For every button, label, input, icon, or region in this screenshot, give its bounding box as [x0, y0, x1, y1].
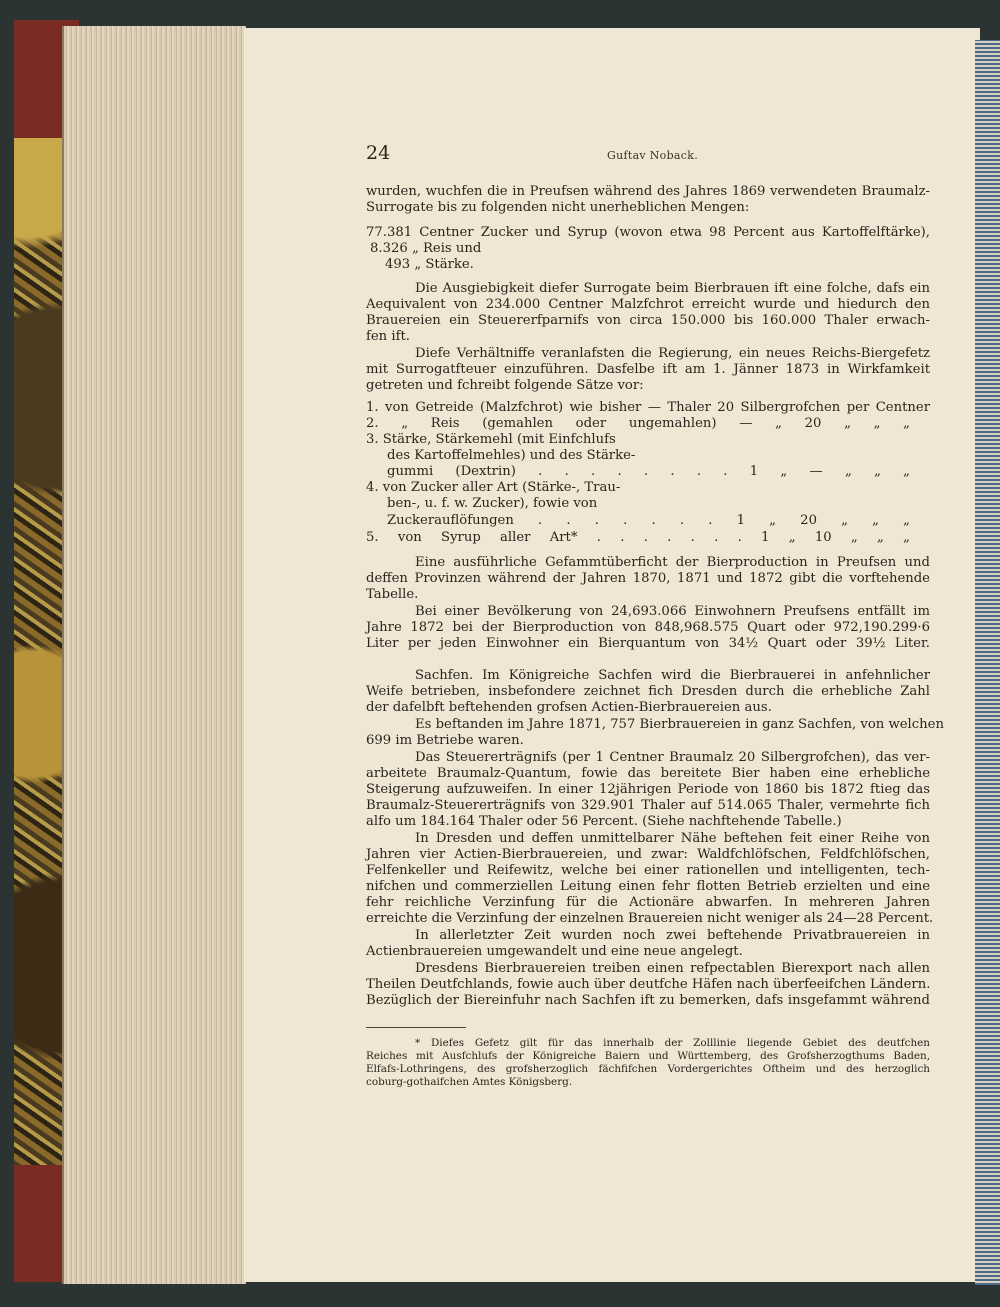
footnote-line: coburg-gothaifchen Amtes Königsberg. — [366, 1076, 573, 1088]
page-number: 24 — [366, 142, 391, 164]
body-line: arbeitete Braumalz-Quantum, fowie das bereitete Bier haben eine erhebliche — [366, 766, 930, 781]
body-line: der dafelbft beftehenden grofsen Actien-Bierbrauereien aus. — [366, 700, 772, 715]
body-line: Sachfen. Im Königreiche Sachfen wird die Bierbrauerei in anfehnlicher — [415, 668, 930, 683]
footnote-line: Reiches mit Ausfchlufs der Königreiche Baiern und Württemberg, des Grofsherzogthums Baden, — [366, 1050, 930, 1062]
body-line: nifchen und commerziellen Leitung einen fehr flotten Betrieb erzielten und eine — [366, 879, 930, 894]
body-line: getreten und fchreibt folgende Sätze vor: — [366, 378, 644, 393]
body-line: In Dresden und deffen unmittelbarer Nähe beftehen feit einer Reihe von — [415, 831, 930, 846]
tax-rate-line: Zuckerauflöfungen . . . . . . . 1 „ 20 „ „ „ — [387, 513, 910, 528]
body-line: Das Steuererträgnifs (per 1 Centner Braumalz 20 Silbergrofchen), das ver- — [415, 750, 930, 765]
body-line: Surrogate bis zu folgenden nicht unerheblichen Mengen: — [366, 200, 750, 215]
body-line: Dresdens Bierbrauereien treiben einen refpectablen Bierexport nach allen — [415, 961, 930, 976]
body-line: Jahren vier Actien-Bierbrauereien, und zwar: Waldfchlöfschen, Feldfchlöfschen, — [366, 847, 930, 862]
body-line: erreichte die Verzinfung der einzelnen Brauereien nicht weniger als 24—28 Percent. — [366, 911, 934, 926]
body-line: Diefe Verhältniffe veranlafsten die Regierung, ein neues Reichs-Biergefetz — [415, 346, 930, 361]
body-line: Braumalz-Steuererträgnifs von 329.901 Thaler auf 514.065 Thaler, vermehrte fich — [366, 798, 930, 813]
tax-rate-line: 4. von Zucker aller Art (Stärke-, Trau- — [366, 480, 621, 495]
body-line: Eine ausführliche Gefammtüberficht der Bierproduction in Preufsen und — [415, 555, 930, 570]
right-page-edge — [975, 40, 1000, 1285]
tax-rate-line: des Kartoffelmehles) und des Stärke- — [387, 448, 636, 463]
body-line: 493 „ Stärke. — [385, 257, 474, 272]
body-line: Liter per jeden Einwohner ein Bierquantum von 34½ Quart oder 39½ Liter. — [366, 636, 930, 651]
tax-rate-line: gummi (Dextrin) . . . . . . . . 1 „ — „ „ „ — [387, 464, 910, 479]
body-line: Weife betrieben, insbefondere zeichnet fich Dresden durch die erhebliche Zahl — [366, 684, 930, 699]
body-line: Bezüglich der Biereinfuhr nach Sachfen ift zu bemerken, dafs insgefammt während — [366, 993, 930, 1008]
body-line: Die Ausgiebigkeit diefer Surrogate beim Bierbrauen ift eine folche, dafs ein — [415, 281, 930, 296]
body-line: wurden, wuchfen die in Preufsen während des Jahres 1869 verwendeten Braumalz- — [366, 184, 930, 199]
body-line: fehr reichliche Verzinfung für die Actionäre abwarfen. In mehreren Jahren — [366, 895, 930, 910]
tax-rate-line: ben-, u. f. w. Zucker), fowie von — [387, 496, 598, 511]
tax-rate-line: 1. von Getreide (Malzfchrot) wie bisher — Thaler 20 Silbergrofchen per Centner — [366, 400, 930, 415]
body-line: deffen Provinzen während der Jahren 1870, 1871 und 1872 gibt die vorftehende — [366, 571, 930, 586]
footnote-rule — [366, 1027, 466, 1028]
body-line: 699 im Betriebe waren. — [366, 733, 524, 748]
body-line: Jahre 1872 bei der Bierproduction von 848,968.575 Quart oder 972,190.299·6 — [366, 620, 930, 635]
body-line: In allerletzter Zeit wurden noch zwei beftehende Privatbrauereien in — [415, 928, 930, 943]
body-line: Aequivalent von 234.000 Centner Malzfchrot erreicht wurde und hiedurch den — [366, 297, 930, 312]
page-edges — [62, 26, 246, 1284]
body-line: Actienbrauereien umgewandelt und eine neue angelegt. — [366, 944, 743, 959]
body-line: Theilen Deutfchlands, fowie auch über deutfche Häfen nach überfeeifchen Ländern. — [366, 977, 931, 992]
tax-rate-line: 2. „ Reis (gemahlen oder ungemahlen) — „ 20 „ „ „ — [366, 416, 910, 431]
body-line: mit Surrogatfteuer einzuführen. Dasfelbe ift am 1. Jänner 1873 in Wirkfamkeit — [366, 362, 930, 377]
running-header-author: Guftav Noback. — [607, 149, 699, 162]
tax-rate-line: 3. Stärke, Stärkemehl (mit Einfchlufs — [366, 432, 616, 447]
tax-rate-line: 5. von Syrup aller Art* . . . . . . . 1 „ 10 „ „ „ — [366, 530, 910, 545]
footnote-line: Elfafs-Lothringens, des grofsherzoglich fächfifchen Vordergerichtes Oftheim und des herzoglich — [366, 1063, 930, 1075]
body-line: 8.326 „ Reis und — [370, 241, 482, 256]
body-line: fen ift. — [366, 329, 410, 344]
body-line: Tabelle. — [366, 587, 419, 602]
footnote-line: * Diefes Gefetz gilt für das innerhalb der Zolllinie liegende Gebiet des deutfchen — [415, 1037, 930, 1049]
body-line: Felfenkeller und Reifewitz, welche bei einer rationellen und intelligenten, tech- — [366, 863, 930, 878]
body-line: alfo um 184.164 Thaler oder 56 Percent. (Siehe nachftehende Tabelle.) — [366, 814, 842, 829]
body-line: Brauereien ein Steuererfparnifs von circa 150.000 bis 160.000 Thaler erwach- — [366, 313, 930, 328]
body-line: Es beftanden im Jahre 1871, 757 Bierbrauereien in ganz Sachfen, von welchen — [415, 717, 944, 732]
body-line: Bei einer Bevölkerung von 24,693.066 Einwohnern Preufsens entfällt im — [415, 604, 930, 619]
body-line: 77.381 Centner Zucker und Syrup (wovon etwa 98 Percent aus Kartoffelftärke), — [366, 225, 930, 240]
body-line: Steigerung aufzuweifen. In einer 12jährigen Periode von 1860 bis 1872 ftieg das — [366, 782, 930, 797]
